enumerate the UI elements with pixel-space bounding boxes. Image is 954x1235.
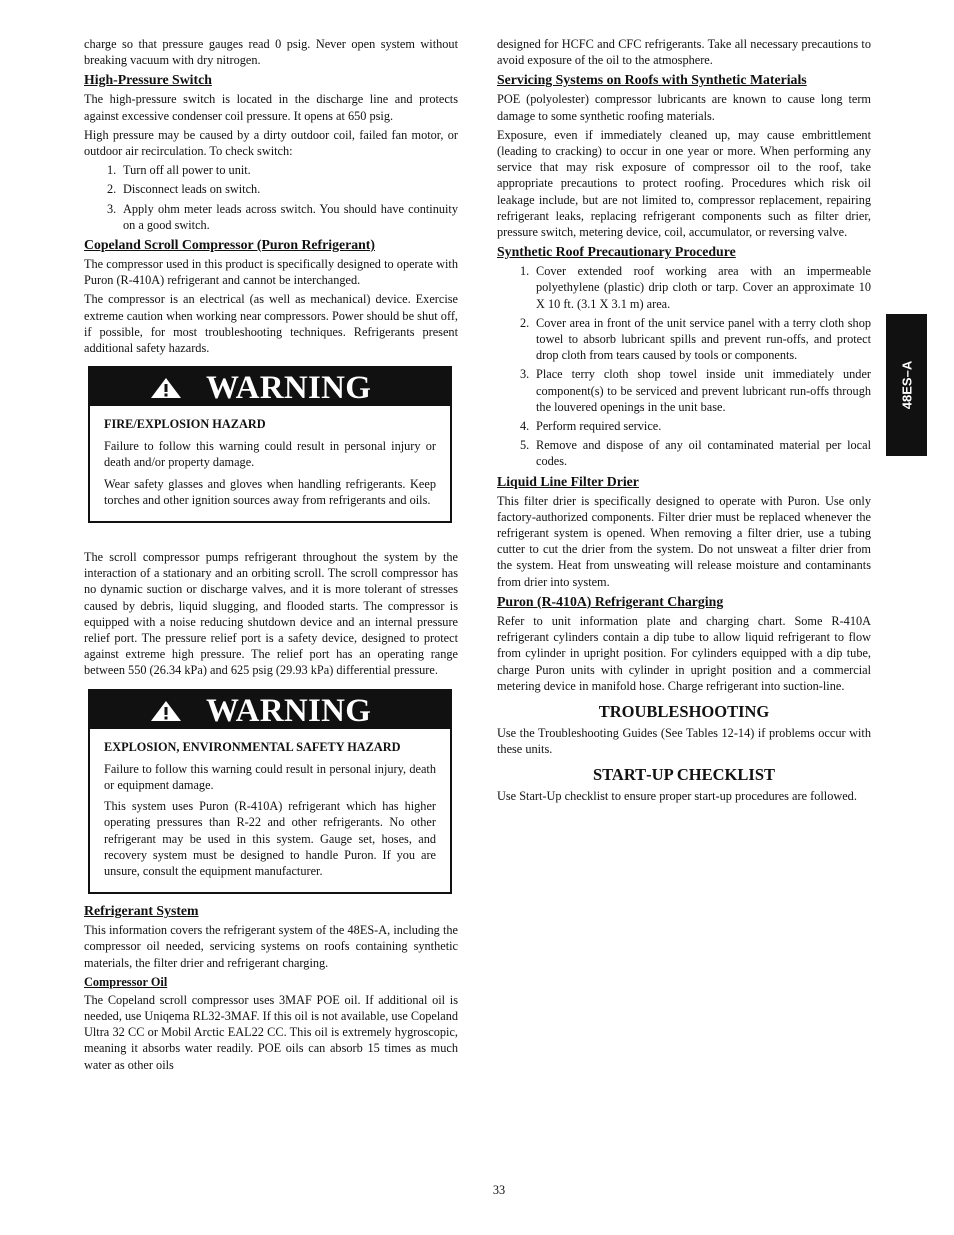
roof-steps-list xyxy=(497,263,871,469)
high-pressure-switch-heading: High‑Pressure Switch xyxy=(84,72,212,88)
right-column xyxy=(497,36,871,808)
warning-box-explosion xyxy=(88,689,452,894)
roof-paragraph-1: POE (polyolester) compressor lubricants are known to cause long term damage to some synthetic roofing materials. xyxy=(497,92,871,123)
list-item: 1. Cover extended roof working area with an impermeable polyethylene (plastic) drip cloth or tarp. Cover an approximate 10 X 10 ft. (3.1 X 3.1 m) area. xyxy=(520,264,871,311)
hp-paragraph-2: High pressure may be caused by a dirty outdoor coil, failed fan motor, or outdoor air recirculation. To check switch: xyxy=(84,127,458,159)
side-tab-label: 48ES–A xyxy=(899,360,914,410)
warning-banner xyxy=(90,368,450,406)
warning-text-1: Failure to follow this warning could result in personal injury, death or equipment damage. xyxy=(104,761,436,792)
compressor-oil-paragraph: The Copeland scroll compressor uses 3MAF POE oil. If additional oil is needed, use Uniqema RL32‑3MAF. If this oil is not available, use Copeland Ultra 32 CC or Mobil Arctic EAL22 CC. This oil is extremely hygroscopic, meaning it absorbs water readily. POE oils can absorb 15 times as much water as other oils xyxy=(84,992,458,1072)
filter-drier-heading: Liquid Line Filter Drier xyxy=(497,473,639,489)
refrigerant-system-paragraph: This information covers the refrigerant system of the 48ES‑A, including the compressor oil needed, servicing systems on roofs containing synthetic materials, the filter drier and refrigerant charging. xyxy=(84,923,458,970)
hp-steps-list xyxy=(84,162,458,233)
warning-title: WARNING xyxy=(206,692,372,729)
warning-text-2: This system uses Puron (R‑410A) refrigerant which has higher operating pressures than R‑22 and other refrigerants. No other refrigerant may be used in this system. Gauge set, hoses, and recovery system must be designed to handle Puron. If you are unsure, consult the equipment manufacturer. xyxy=(104,799,436,878)
hazard-label: EXPLOSION, ENVIRONMENTAL SAFETY HAZARD xyxy=(104,739,401,754)
startup-paragraph: Use Start‑Up checklist to ensure proper start‑up procedures are followed. xyxy=(497,789,857,804)
hazard-label: FIRE/EXPLOSION HAZARD xyxy=(104,417,266,432)
troubleshooting-heading: TROUBLESHOOTING xyxy=(598,701,770,721)
filter-drier-paragraph: This filter drier is specifically designed to operate with Puron. Use only factory‑authorized components. Filter drier must be replaced whenever the refrigerant system is opened. When removing a filter drier, use a tubing cutter to cut the drier from the system. Do not unsweat a filter drier from the system. Heat from unsweating will release moisture and contaminants from drier into system. xyxy=(497,493,871,589)
warning-box-fire xyxy=(88,366,452,523)
list-item: 5. Remove and dispose of any oil contaminated material per local codes. xyxy=(520,438,871,469)
warning-text-2: Wear safety glasses and gloves when handling refrigerants. Keep torches and other ignition sources away from refrigerants and oils. xyxy=(104,476,436,507)
list-item: 2. Cover area in front of the unit service panel with a terry cloth shop towel to absorb lubricant spills and prevent run‑offs, and protect drop cloth from tears caused by tools or components. xyxy=(520,315,871,363)
copeland-heading: Copeland Scroll Compressor (Puron Refrigerant) xyxy=(84,237,375,253)
list-item: 3. Place terry cloth shop towel inside unit immediately under component(s) to be serviced and prevent lubricant run‑offs through the louvered openings in the unit base. xyxy=(520,367,871,414)
troubleshooting-paragraph: Use the Troubleshooting Guides (See Tables 12‑14) if problems occur with these units. xyxy=(497,725,871,757)
left-column xyxy=(84,36,458,1076)
page-number: 33 xyxy=(492,1183,506,1197)
copeland-paragraph-1: The compressor used in this product is specifically designed to operate with Puron (R‑410A) refrigerant and cannot be interchanged. xyxy=(84,257,458,288)
refrigerant-system-heading: Refrigerant System xyxy=(84,903,199,919)
warning-title: WARNING xyxy=(206,370,372,407)
continued-paragraph: designed for HCFC and CFC refrigerants. Take all necessary precautions to avoid exposure of the oil to the atmosphere. xyxy=(497,37,871,68)
warning-triangle-icon xyxy=(150,700,182,722)
hp-paragraph-1: The high‑pressure switch is located in the discharge line and protects against excessive condenser coil pressure. It opens at 650 psig. xyxy=(84,92,458,123)
charging-paragraph: Refer to unit information plate and charging chart. Some R‑410A refrigerant cylinders contain a dip tube to allow liquid refrigerant to flow from cylinder in upright position. For cylinders equipped with a dip tube, charge Puron units with cylinder in upright position and a commercial metering device in manifold hose. Charge refrigerant into suction‑line. xyxy=(497,613,871,693)
intro-paragraph: charge so that pressure gauges read 0 psig. Never open system without breaking vacuum with dry nitrogen. xyxy=(84,37,458,68)
list-item: 3. Apply ohm meter leads across switch. You should have continuity on a good switch. xyxy=(107,201,458,232)
roof-paragraph-2: Exposure, even if immediately cleaned up, may cause embrittlement (leading to cracking) to occur in one year or more. When performing any service that may risk exposure of compressor oil to the roof, take appropriate precautions to protect roofing. Procedures which risk oil leakage include, but are not limited to, compressor replacement, repairing refrigerant leaks, replacing refrigerant components such as filter drier, pressure switch, metering device, coil, accumulator, or reversing valve. xyxy=(497,127,871,240)
compressor-oil-heading: Compressor Oil xyxy=(84,974,168,989)
roofs-heading: Servicing Systems on Roofs with Synthetic Materials xyxy=(497,72,807,88)
startup-checklist-heading: START‑UP CHECKLIST xyxy=(592,765,776,785)
side-tab xyxy=(886,314,927,456)
warning-triangle-icon xyxy=(150,377,182,399)
list-item: 1. Turn off all power to unit. xyxy=(107,163,251,178)
list-item: 2. Disconnect leads on switch. xyxy=(107,182,261,197)
synthetic-roof-heading: Synthetic Roof Precautionary Procedure xyxy=(497,244,736,260)
copeland-paragraph-2: The compressor is an electrical (as well as mechanical) device. Exercise extreme caution when working near compressors. Power should be shut off, if possible, for most troubleshooting techniques. Refrigerants present additional safety hazards. xyxy=(84,292,458,356)
charging-heading: Puron (R‑410A) Refrigerant Charging xyxy=(497,593,724,609)
warning-text-1: Failure to follow this warning could result in personal injury or death and/or property damage. xyxy=(104,439,436,470)
warning-banner xyxy=(90,691,450,729)
list-item: 4. Perform required service. xyxy=(520,419,662,434)
scroll-paragraph: The scroll compressor pumps refrigerant throughout the system by the interaction of a stationary and an orbiting scroll. The scroll compressor has no dynamic suction or discharge valves, and it is more tolerant of stresses caused by debris, liquid slugging, and flooded starts. The compressor is equipped with a noise reducing shutdown device and an internal pressure relief port. The pressure relief port is a safety device, designed to protect against extreme high pressure. The relief port has an operating range between 550 (26.34 kPa) and 625 psig (29.93 kPa) differential pressure. xyxy=(84,550,458,678)
